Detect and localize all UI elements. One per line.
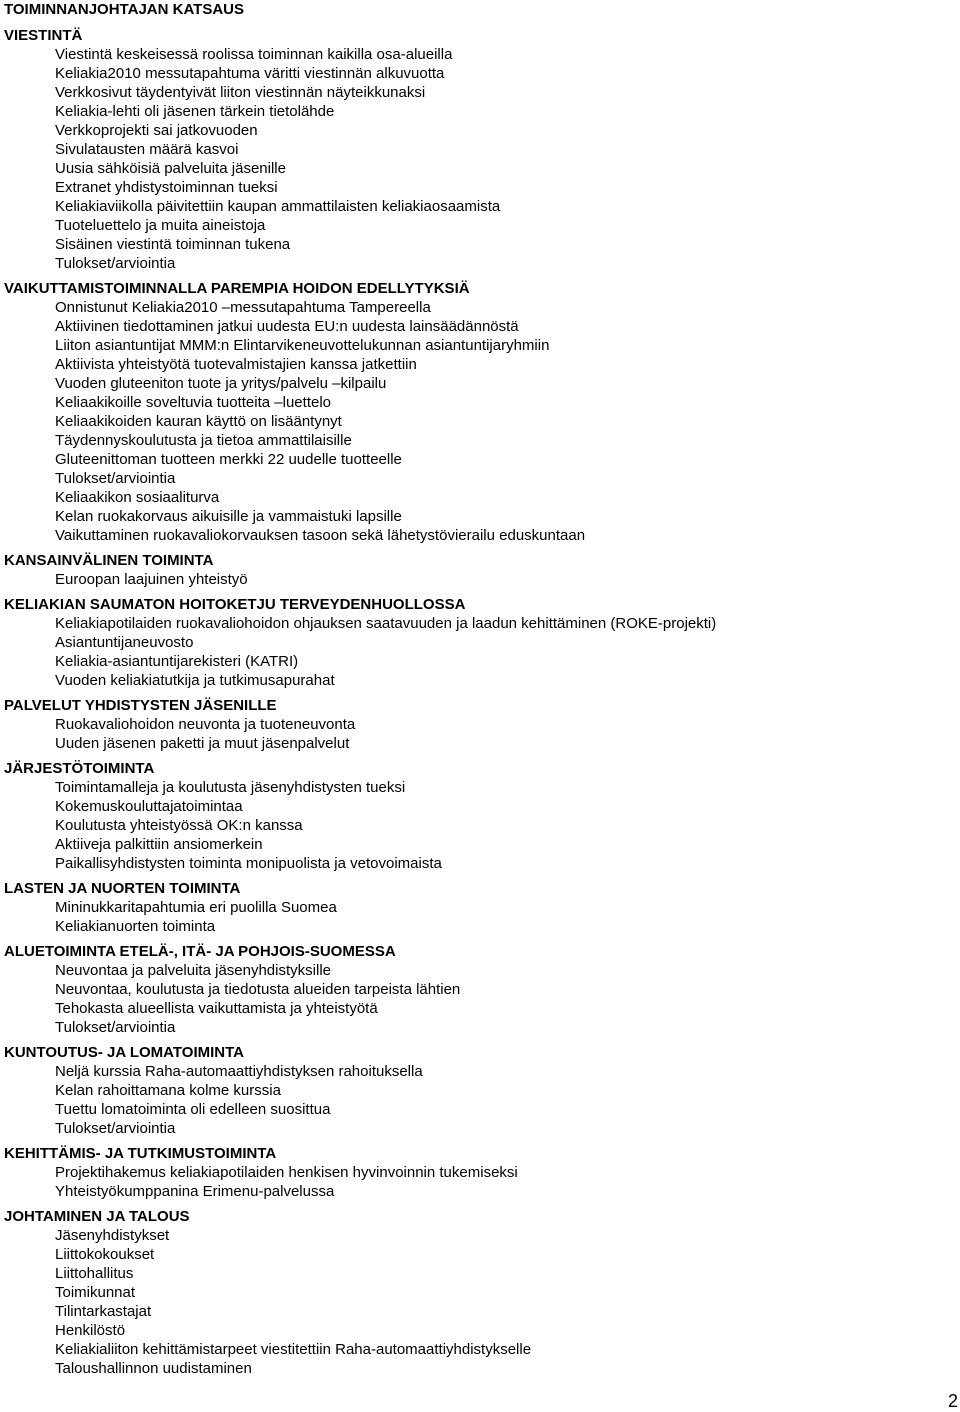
list-item: Kelan ruokakorvaus aikuisille ja vammaistuki lapsille (55, 508, 402, 525)
list-item: Keliaakikoille soveltuvia tuotteita –luettelo (55, 394, 331, 411)
document-title: TOIMINNANJOHTAJAN KATSAUS (4, 1, 245, 18)
list-item: Neljä kurssia Raha-automaattiyhdistyksen rahoituksella (55, 1063, 423, 1080)
list-item: Keliakiapotilaiden ruokavaliohoidon ohjauksen saatavuuden ja laadun kehittäminen (ROKE-projekti) (55, 615, 717, 632)
list-item: Keliakia-asiantuntijarekisteri (KATRI) (55, 653, 299, 670)
list-item: Aktiiveja palkittiin ansiomerkein (55, 836, 263, 853)
list-item: Verkkoprojekti sai jatkovuoden (55, 122, 258, 139)
section (4, 696, 954, 753)
page-number: 2 (947, 1391, 958, 1411)
section (4, 595, 954, 690)
list-item: Keliakianuorten toiminta (55, 918, 216, 935)
list-item: Keliakia-lehti oli jäsenen tärkein tietolähde (55, 103, 335, 120)
list-item: Vaikuttaminen ruokavaliokorvauksen tasoon sekä lähetystövierailu eduskuntaan (55, 527, 586, 544)
list-item: Sivulatausten määrä kasvoi (55, 141, 239, 158)
section (4, 1144, 954, 1201)
list-item: Kelan rahoittamana kolme kurssia (55, 1082, 281, 1099)
list-item: Gluteenittoman tuotteen merkki 22 uudelle tuotteelle (55, 451, 402, 468)
list-item: Tulokset/arviointia (55, 470, 176, 487)
section-heading: ALUETOIMINTA ETELÄ-, ITÄ- JA POHJOIS-SUOMESSA (4, 943, 396, 960)
document-sections (4, 26, 954, 1378)
list-item: Paikallisyhdistysten toiminta monipuolista ja vetovoimaista (55, 855, 442, 872)
list-item: Extranet yhdistystoiminnan tueksi (55, 179, 278, 196)
list-item: Tuoteluettelo ja muita aineistoja (55, 217, 266, 234)
list-item: Keliaakikoiden kauran käyttö on lisääntynyt (55, 413, 342, 430)
list-item: Sisäinen viestintä toiminnan tukena (55, 236, 291, 253)
section-heading: VAIKUTTAMISTOIMINNALLA PAREMPIA HOIDON EDELLYTYKSIÄ (4, 280, 470, 297)
section-heading: KEHITTÄMIS- JA TUTKIMUSTOIMINTA (4, 1145, 277, 1162)
list-item: Neuvontaa ja palveluita jäsenyhdistyksille (55, 962, 331, 979)
list-item: Mininukkaritapahtumia eri puolilla Suomea (55, 899, 337, 916)
list-item: Ruokavaliohoidon neuvonta ja tuoteneuvonta (55, 716, 356, 733)
list-item: Taloushallinnon uudistaminen (55, 1360, 252, 1377)
section-heading: PALVELUT YHDISTYSTEN JÄSENILLE (4, 697, 277, 714)
list-item: Uusia sähköisiä palveluita jäsenille (55, 160, 286, 177)
list-item: Verkkosivut täydentyivät liiton viestinnän näyteikkunaksi (55, 84, 426, 101)
list-item: Yhteistyökumppanina Erimenu-palvelussa (55, 1183, 335, 1200)
list-item: Keliakia2010 messutapahtuma väritti viestinnän alkuvuotta (55, 65, 445, 82)
list-item: Täydennyskoulutusta ja tietoa ammattilaisille (55, 432, 352, 449)
section-heading: KANSAINVÄLINEN TOIMINTA (4, 552, 214, 569)
list-item: Tulokset/arviointia (55, 1019, 176, 1036)
list-item: Uuden jäsenen paketti ja muut jäsenpalvelut (55, 735, 350, 752)
section-heading: VIESTINTÄ (4, 27, 83, 44)
list-item: Liiton asiantuntijat MMM:n Elintarvikeneuvottelukunnan asiantuntijaryhmiin (55, 337, 550, 354)
list-item: Koulutusta yhteistyössä OK:n kanssa (55, 817, 303, 834)
section (4, 26, 954, 273)
list-item: Keliakiaviikolla päivitettiin kaupan ammattilaisten keliakiaosaamista (55, 198, 501, 215)
section-heading: JOHTAMINEN JA TALOUS (4, 1208, 190, 1225)
section (4, 942, 954, 1037)
list-item: Tilintarkastajat (55, 1303, 152, 1320)
list-item: Projektihakemus keliakiapotilaiden henkisen hyvinvoinnin tukemiseksi (55, 1164, 518, 1181)
list-item: Tehokasta alueellista vaikuttamista ja yhteistyötä (55, 1000, 378, 1017)
section-heading: JÄRJESTÖTOIMINTA (4, 760, 155, 777)
section (4, 551, 954, 589)
section-heading: KELIAKIAN SAUMATON HOITOKETJU TERVEYDENHUOLLOSSA (4, 596, 466, 613)
list-item: Kokemuskouluttajatoimintaa (55, 798, 243, 815)
section (4, 879, 954, 936)
list-item: Aktiivinen tiedottaminen jatkui uudesta EU:n uudesta lainsäädännöstä (55, 318, 519, 335)
list-item: Asiantuntijaneuvosto (55, 634, 194, 651)
section-heading: KUNTOUTUS- JA LOMATOIMINTA (4, 1044, 244, 1061)
list-item: Tulokset/arviointia (55, 255, 176, 272)
list-item: Onnistunut Keliakia2010 –messutapahtuma Tampereella (55, 299, 431, 316)
list-item: Liittohallitus (55, 1265, 134, 1282)
list-item: Keliaakikon sosiaaliturva (55, 489, 220, 506)
list-item: Tuettu lomatoiminta oli edelleen suosittua (55, 1101, 331, 1118)
list-item: Toimintamalleja ja koulutusta jäsenyhdistysten tueksi (55, 779, 406, 796)
list-item: Liittokokoukset (55, 1246, 155, 1263)
section (4, 759, 954, 873)
list-item: Viestintä keskeisessä roolissa toiminnan kaikilla osa-alueilla (55, 46, 453, 63)
list-item: Jäsenyhdistykset (55, 1227, 170, 1244)
list-item: Neuvontaa, koulutusta ja tiedotusta alueiden tarpeista lähtien (55, 981, 461, 998)
list-item: Euroopan laajuinen yhteistyö (55, 571, 248, 588)
list-item: Toimikunnat (55, 1284, 136, 1301)
section-heading: LASTEN JA NUORTEN TOIMINTA (4, 880, 241, 897)
list-item: Keliakialiiton kehittämistarpeet viestitettiin Raha-automaattiyhdistykselle (55, 1341, 532, 1358)
section (4, 279, 954, 545)
list-item: Aktiivista yhteistyötä tuotevalmistajien kanssa jatkettiin (55, 356, 417, 373)
list-item: Tulokset/arviointia (55, 1120, 176, 1137)
list-item: Henkilöstö (55, 1322, 126, 1339)
list-item: Vuoden gluteeniton tuote ja yritys/palvelu –kilpailu (55, 375, 387, 392)
document (4, 0, 954, 1378)
section (4, 1043, 954, 1138)
section (4, 1207, 954, 1378)
list-item: Vuoden keliakiatutkija ja tutkimusapurahat (55, 672, 335, 689)
